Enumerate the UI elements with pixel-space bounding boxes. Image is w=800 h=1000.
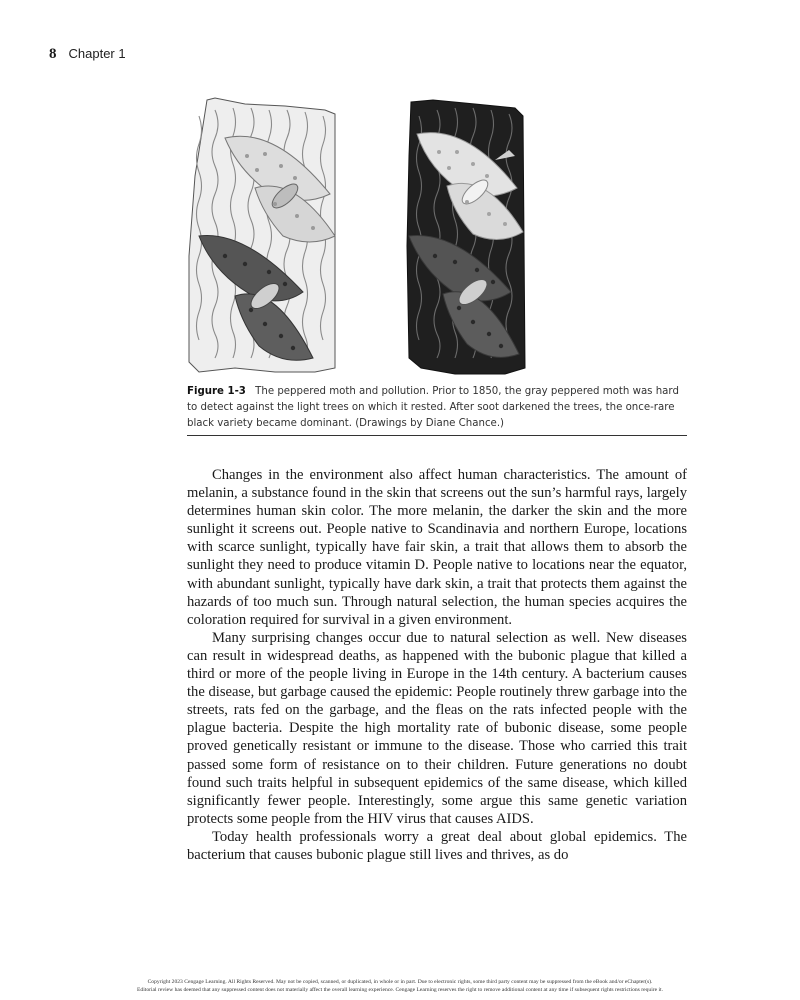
caption-divider <box>187 435 687 436</box>
chapter-label: Chapter 1 <box>68 46 126 61</box>
figure-label: Figure 1-3 <box>187 386 246 397</box>
page-number: 8 <box>49 46 57 62</box>
paragraph-melanin: Changes in the environment also affect human characteristics. The amount of melanin, a substance found in the skin that screens out the sun’s harmful rays, largely determines human skin color. The more melanin, the darker the skin and the more sunlight it screens out. People native to Scandinavia and northern Europe, locations with scarce sunlight, typically have fair skin, a trait that allows them to absorb the sunlight they need to produce vitamin D. People native to locations near the equator, with abundant sunlight, typically have dark skin, a trait that protects them against the hazards of too much sun. Through natural selection, the human species acquires the coloration required for survival in a given environment. <box>187 467 687 628</box>
figure-illustration <box>185 96 690 376</box>
running-head <box>49 46 126 63</box>
copyright-footer <box>0 978 800 994</box>
copyright-line-2: Editorial review has deemed that any suppressed content does not materially affect the overall learning experience. Cengage Learning reserves the right to remove additional content at any time if subsequent rights restrictions require it. <box>137 987 663 993</box>
paragraph-epidemics: Today health professionals worry a great deal about global epidemics. The bacterium that causes bubonic plague still lives and thrives, as do <box>187 828 687 863</box>
dark-bark-panel <box>407 100 525 374</box>
copyright-line-1: Copyright 2023 Cengage Learning. All Rights Reserved. May not be copied, scanned, or duplicated, in whole or in part. Due to electronic rights, some third party content may be suppressed from the eBook and/or eChapter(s). <box>147 979 653 985</box>
figure-caption <box>187 384 687 432</box>
paragraph-plague: Many surprising changes occur due to natural selection as well. New diseases can result in widespread deaths, as happened with the bubonic plague that killed a third or more of the people living in Europe in the 14th century. A bacterium causes the disease, but garbage caused the epidemic: People routinely threw garbage into the streets, rats fed on the garbage, and the fleas on the rats infected people with the plague bacteria. Despite the high mortality rate of bubonic disease, some people proved genetically resistant or immune to the disease. Those who carried this trait passed some form of resistance on to their children. Future generations no doubt found such traits helpful in subsequent epidemics of the same disease, which killed significantly fewer people. Interestingly, some argue this same genetic variation protects some people from the HIV virus that causes AIDS. <box>187 629 687 827</box>
body-text <box>187 466 687 864</box>
light-bark-panel <box>189 98 335 372</box>
figure-caption-text: The peppered moth and pollution. Prior to 1850, the gray peppered moth was hard to detect against the light trees on which it rested. After soot darkened the trees, the once-rare black variety became dominant. (Drawings by Diane Chance.) <box>187 386 679 429</box>
figure-peppered-moths <box>185 96 690 376</box>
